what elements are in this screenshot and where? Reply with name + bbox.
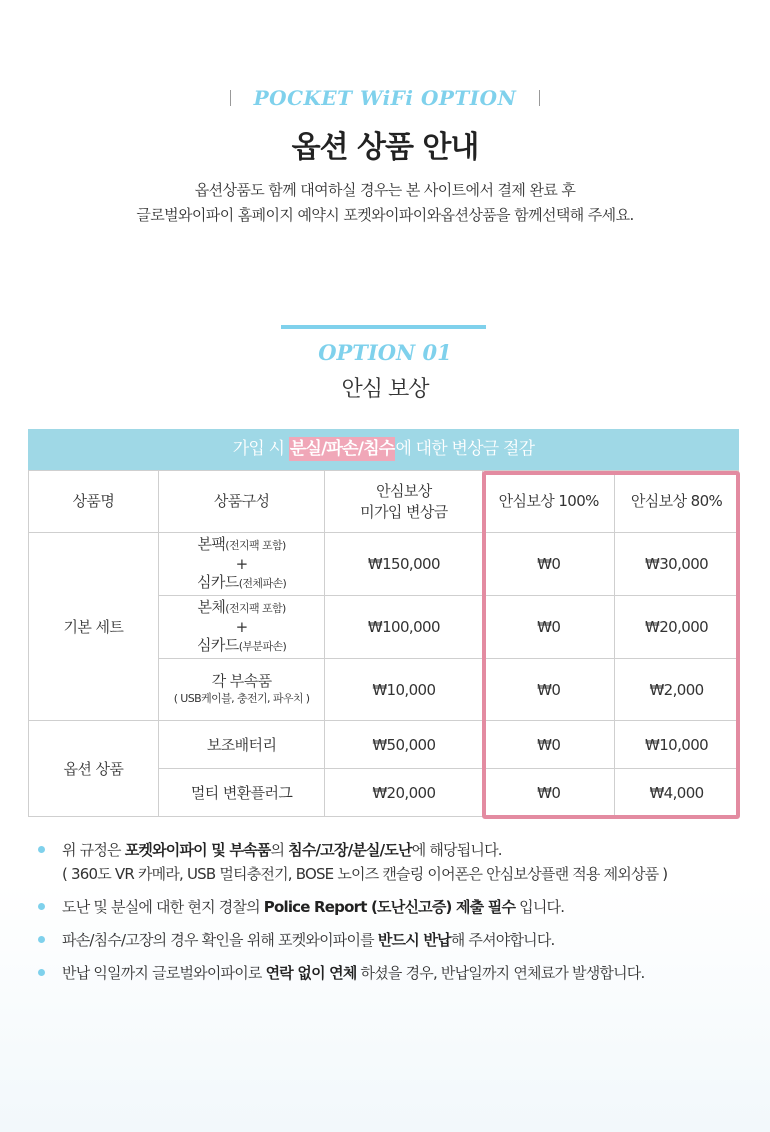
note-text: 위 규정은 [62,841,125,859]
separator: / [357,439,364,459]
item-name: 심카드 [197,573,239,591]
item-note: (전지팩 포함) [225,602,286,615]
list-item [38,895,748,919]
composition-cell [158,596,325,659]
composition-cell [158,533,325,596]
note-text: 의 [270,841,289,859]
header-80: 안심보상 80% [615,471,739,533]
note-text: 하셨을 경우, 반납일까지 연체료가 발생합니다. [356,964,645,982]
option-eyebrow: OPTION 01 [318,340,452,365]
unjoined-cell: ₩20,000 [325,769,483,817]
desc-line: 옵션상품도 함께 대여하실 경우는 본 사이트에서 결제 완료 후 [194,181,576,199]
item-name: 본체 [197,598,226,616]
note-bold: 반드시 반납 [377,931,451,949]
notes-list [38,838,748,994]
composition-cell: 멀티 변환플러그 [158,769,325,817]
group-option: 옵션 상품 [29,721,159,817]
note-bold: 포켓와이파이 및 부속품 [124,841,271,859]
page-description [0,178,770,228]
item-note: (전체파손) [238,577,287,590]
header-name: 상품명 [29,471,159,533]
p100-cell: ₩0 [483,596,615,659]
p80-cell: ₩4,000 [615,769,739,817]
p100-cell: ₩0 [483,769,615,817]
item-name: 각 부속품 [211,671,272,690]
bullet-icon [38,903,45,910]
table-header-row [29,471,739,533]
option-table [28,470,739,817]
highlight-damage: 파손 [326,439,358,459]
p100-cell: ₩0 [483,721,615,769]
item-name: 본팩 [197,535,226,553]
note-text: 입니다. [515,898,565,916]
bullet-icon [38,936,45,943]
banner-highlight [289,437,396,461]
bullet-icon [38,846,45,853]
page-title: 옵션 상품 안내 [291,130,479,165]
divider [539,90,540,106]
p100-cell: ₩0 [483,533,615,596]
header-unjoined [325,471,483,533]
unjoined-cell: ₩50,000 [325,721,483,769]
list-item [38,961,748,985]
note-text: 에 해당됩니다. [411,841,502,859]
note-bold: 연락 없이 연체 [265,964,357,982]
item-note: ( USB케이블, 충전기, 파우치 ) [173,691,310,705]
header-line: 안심보상 [376,481,432,500]
item-note: (전지팩 포함) [225,539,286,552]
note-text: 파손/침수/고장의 경우 확인을 위해 포켓와이파이를 [62,931,378,949]
item-note: (부분파손) [238,640,287,653]
note-sub: ( 360도 VR 카메라, USB 멀티충전기, BOSE 노이즈 캔슬링 이어폰은 안심보상플랜 적용 제외상품 ) [62,865,668,883]
section-eyebrow [0,86,770,110]
highlight-flood: 침수 [363,439,395,459]
option-divider [281,325,486,329]
p80-cell: ₩10,000 [615,721,739,769]
plus-sign: + [235,555,248,573]
unjoined-cell: ₩150,000 [325,533,483,596]
note-bold: 침수/고장/분실/도난 [288,841,412,859]
unjoined-cell: ₩100,000 [325,596,483,659]
list-item [38,928,748,952]
table-row [29,533,739,596]
unjoined-cell: ₩10,000 [325,659,483,721]
plus-sign: + [235,618,248,636]
separator: / [321,439,327,459]
table-row [29,721,739,769]
note-text: 도난 및 분실에 대한 현지 경찰의 [62,898,264,916]
list-item [38,838,748,886]
banner-text: 가입 시 [232,439,289,459]
p80-cell: ₩30,000 [615,533,739,596]
desc-line: 글로벌와이파이 홈페이지 예약시 포켓와이파이와옵션상품을 함께선택해 주세요. [136,206,634,224]
note-text: 해 주셔야합니다. [450,931,555,949]
header-100: 안심보상 100% [483,471,615,533]
option-title: 안심 보상 [341,377,429,402]
p80-cell: ₩20,000 [615,596,739,659]
composition-cell: 보조배터리 [158,721,325,769]
highlight-loss: 분실 [289,439,322,459]
eyebrow-text: POCKET WiFi OPTION [253,86,517,110]
divider [230,90,231,106]
p100-cell: ₩0 [483,659,615,721]
header-line: 미가입 변상금 [360,502,448,521]
composition-cell [158,659,325,721]
note-bold: Police Report (도난신고증) 제출 필수 [263,898,516,916]
item-name: 심카드 [197,636,239,654]
header-composition: 상품구성 [158,471,325,533]
p80-cell: ₩2,000 [615,659,739,721]
table-banner [28,429,739,470]
banner-text: 에 대한 변상금 절감 [395,439,535,459]
bullet-icon [38,969,45,976]
group-basic: 기본 세트 [29,533,159,721]
note-text: 반납 익일까지 글로벌와이파이로 [62,964,266,982]
